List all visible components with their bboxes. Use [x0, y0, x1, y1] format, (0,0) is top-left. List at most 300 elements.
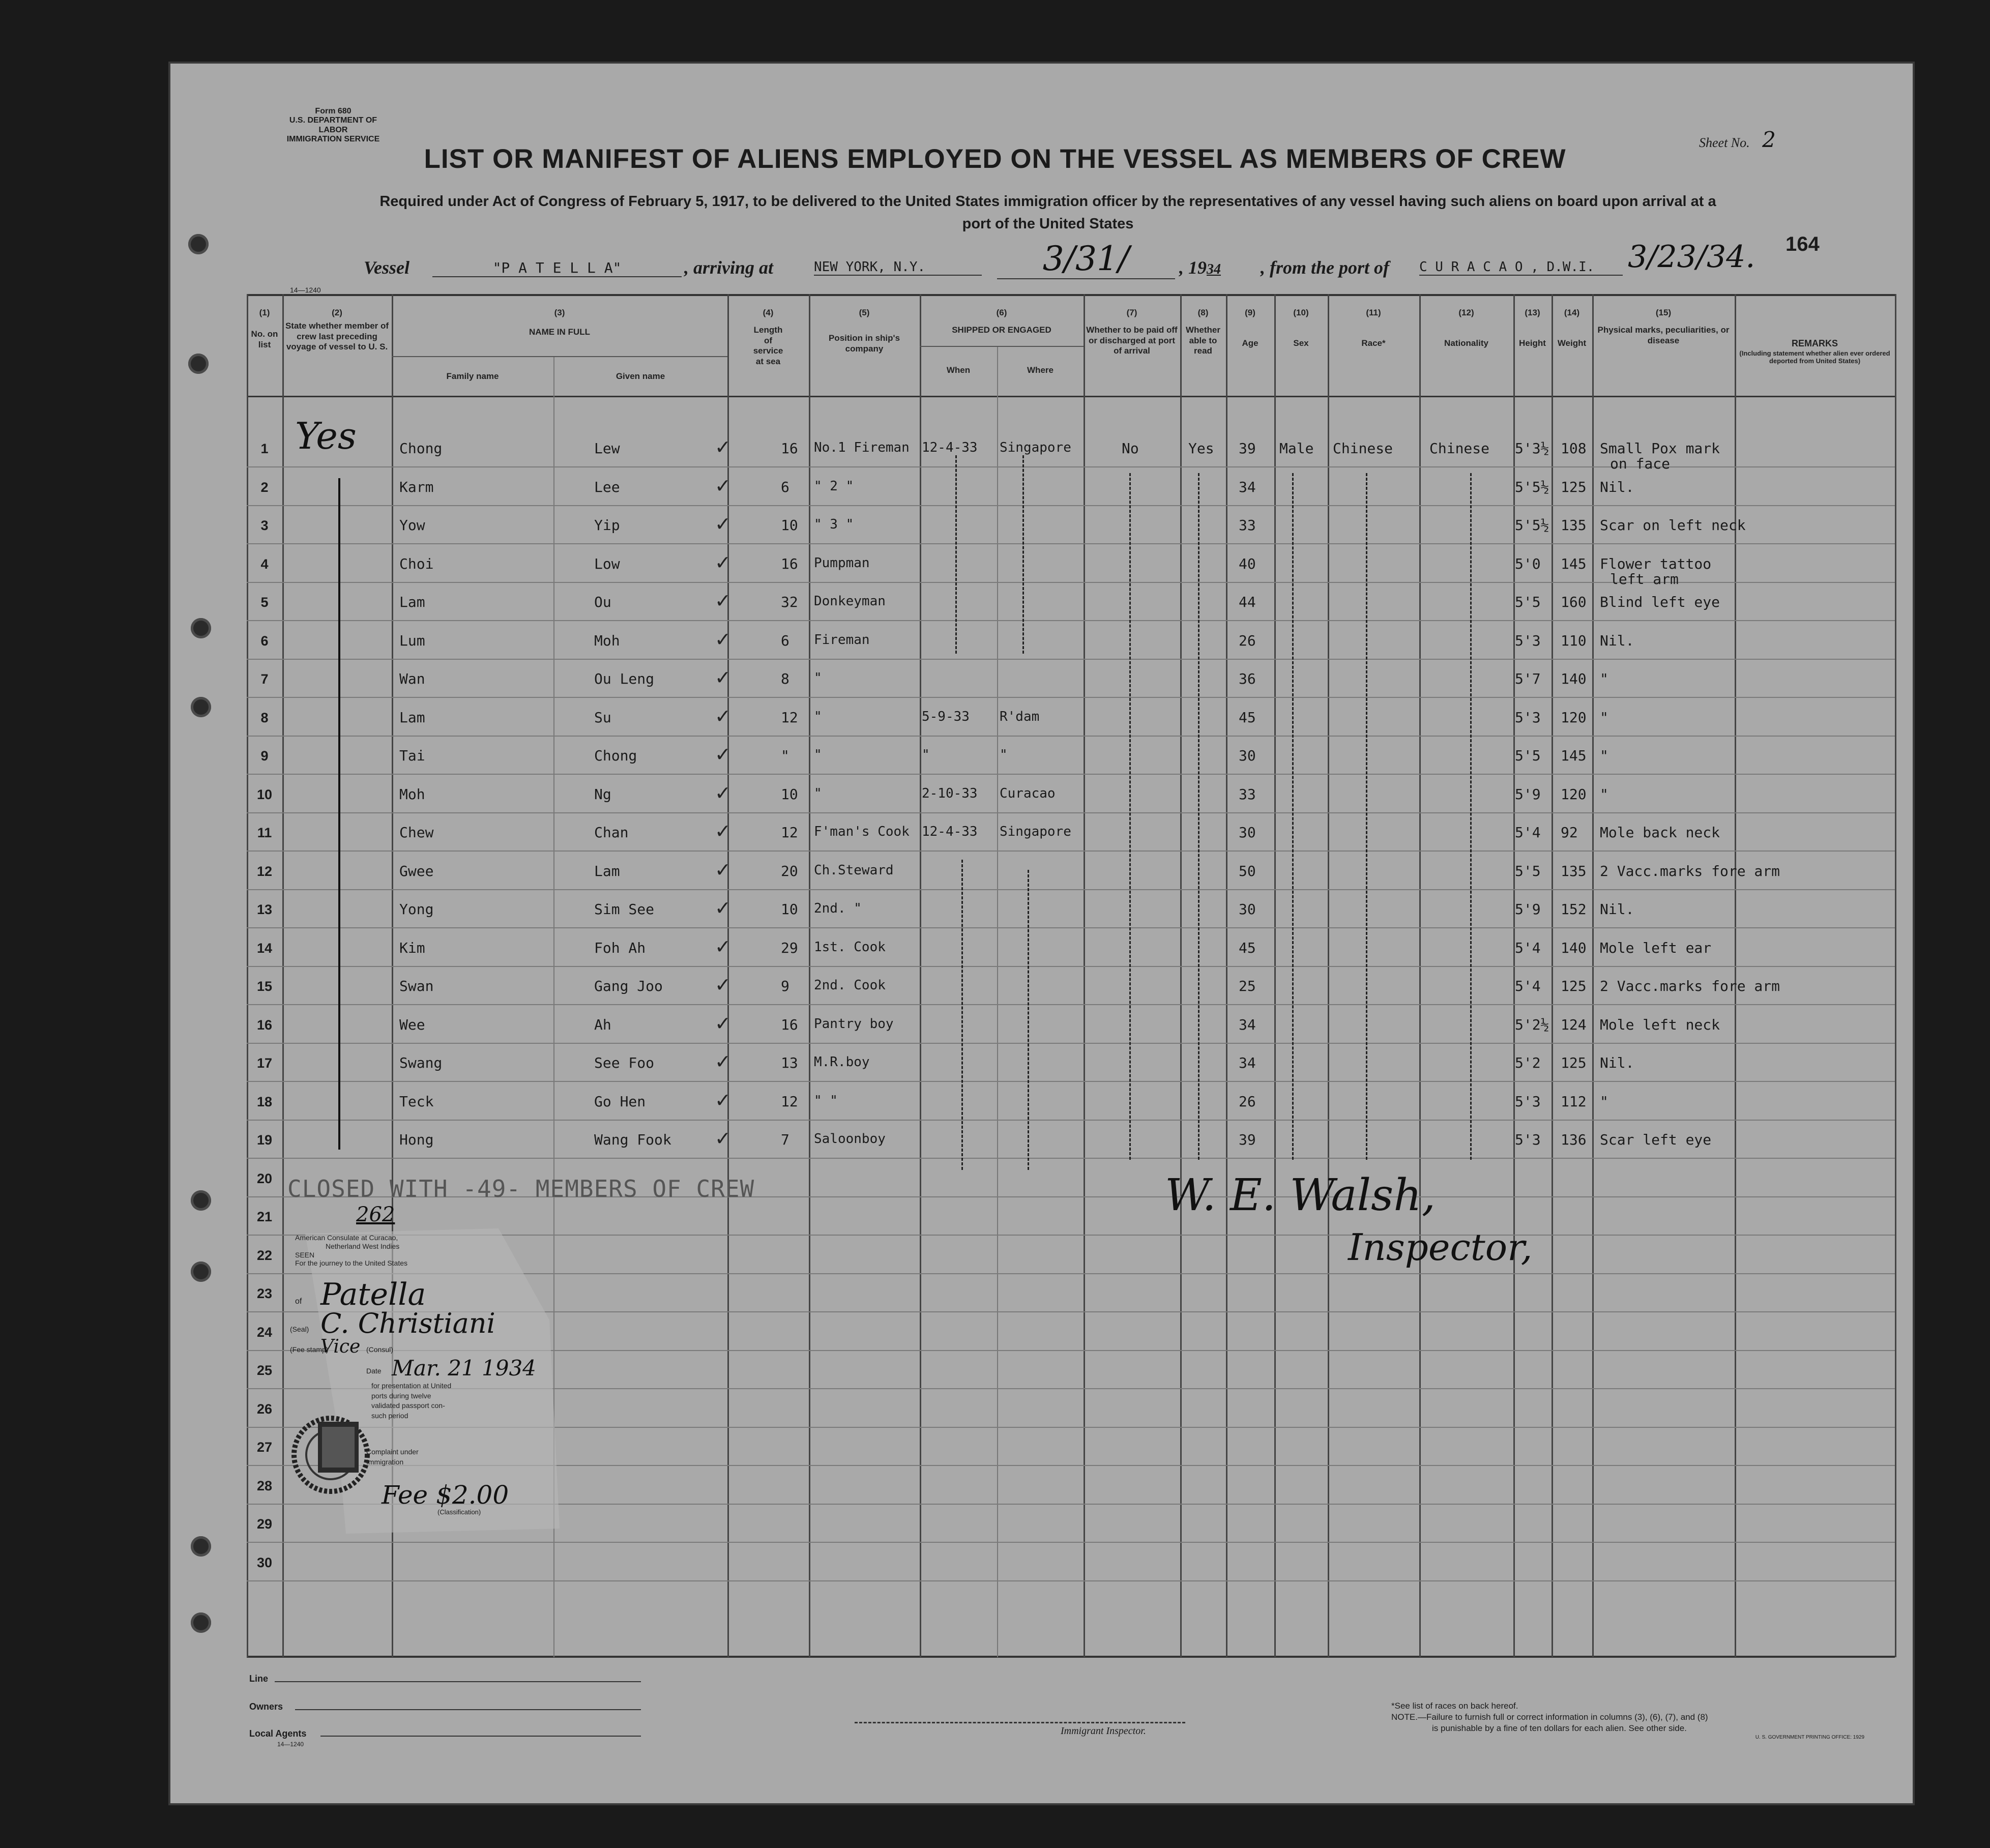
shipped-where: Curacao — [1000, 786, 1056, 801]
position: " " — [814, 1093, 838, 1108]
family-name: Yong — [399, 901, 434, 918]
col-3-label: NAME IN FULL — [529, 327, 590, 337]
stamp-text-3: validated passport con- — [371, 1401, 445, 1410]
from-label: , from the port of — [1261, 257, 1390, 278]
year-value: 34 — [1207, 261, 1221, 277]
row-rule — [247, 659, 1895, 660]
position: Ch.Steward — [814, 863, 894, 878]
col-13-number: (13) — [1525, 308, 1540, 317]
weight: 136 — [1561, 1131, 1587, 1148]
position: M.R.boy — [814, 1054, 870, 1070]
given-name: Low — [594, 555, 620, 572]
row-number: 16 — [256, 1017, 273, 1033]
service-length: 6 — [781, 632, 789, 649]
col-6-number: (6) — [996, 308, 1007, 317]
family-name: Gwee — [399, 863, 434, 879]
age: 30 — [1239, 901, 1256, 918]
height: 5'5 — [1515, 863, 1541, 879]
shipped-when: 12-4-33 — [922, 824, 978, 839]
physical-marks: " — [1600, 709, 1608, 726]
arriving-label: , arriving at — [684, 257, 774, 278]
col-14-header — [1552, 308, 1592, 349]
row-rule — [247, 543, 1895, 544]
stamp-date-hand: Mar. 21 1934 — [392, 1356, 536, 1381]
family-name-header: Family name — [446, 371, 499, 381]
col-11-header — [1328, 308, 1419, 349]
year-label — [1179, 257, 1221, 278]
check-mark-icon: ✓ — [715, 705, 731, 727]
physical-marks: " — [1600, 670, 1608, 687]
row-number: 24 — [256, 1325, 273, 1340]
punch-hole — [191, 1190, 211, 1211]
weight: 135 — [1561, 517, 1587, 534]
family-name: Lam — [399, 709, 425, 726]
ditto-line-when — [955, 455, 957, 654]
fee-hand: Fee $2.00 — [382, 1480, 509, 1510]
given-name: Lee — [594, 479, 620, 495]
stamp-number: 164 — [1786, 233, 1820, 255]
family-name: Wee — [399, 1016, 425, 1033]
service-name: IMMIGRATION SERVICE — [286, 135, 380, 144]
position: 2nd. " — [814, 901, 862, 916]
row-number: 21 — [256, 1209, 273, 1224]
check-mark-icon: ✓ — [715, 436, 731, 458]
physical-marks: Nil. — [1600, 632, 1634, 649]
stamp-text-6: Immigration — [366, 1457, 404, 1466]
physical-marks: Flower tattoo — [1600, 555, 1712, 572]
weight: 110 — [1561, 632, 1587, 649]
check-mark-icon: ✓ — [715, 820, 731, 842]
footer-agents-label: Local Agents — [249, 1728, 307, 1739]
paid-off: No — [1122, 440, 1139, 457]
consular-stamp — [285, 1203, 570, 1534]
family-name: Kim — [399, 940, 425, 956]
check-mark-icon: ✓ — [715, 628, 731, 651]
column-divider — [1895, 294, 1896, 1657]
row-rule — [247, 505, 1895, 506]
row-number: 25 — [256, 1363, 273, 1378]
column-divider — [1592, 294, 1594, 1657]
sex: Male — [1279, 440, 1314, 457]
shipped-where: Singapore — [1000, 824, 1071, 839]
weight: 120 — [1561, 786, 1587, 803]
col-16-note: (Including statement whether alien ever ordered deported from United States) — [1739, 349, 1890, 365]
row-number: 4 — [260, 556, 269, 572]
family-name: Lum — [399, 632, 425, 649]
col-16-label: REMARKS — [1791, 338, 1838, 348]
age: 34 — [1239, 1054, 1256, 1071]
stamp-text-2: ports during twelve — [371, 1391, 431, 1400]
age: 45 — [1239, 709, 1256, 726]
height: 5'3 — [1515, 632, 1541, 649]
subtitle-line-2: port of the United States — [962, 215, 1134, 232]
row-number: 5 — [260, 595, 269, 610]
service-length: 12 — [781, 824, 798, 841]
service-length: 7 — [781, 1131, 789, 1148]
given-name: Foh Ah — [594, 940, 646, 956]
col-15-header — [1595, 308, 1732, 346]
col-9-number: (9) — [1245, 308, 1255, 317]
row-number: 22 — [256, 1248, 273, 1263]
age: 45 — [1239, 940, 1256, 956]
position: " — [814, 747, 822, 762]
sheet-label: Sheet No. — [1699, 135, 1750, 150]
check-mark-icon: ✓ — [715, 1012, 731, 1035]
position: 2nd. Cook — [814, 978, 886, 993]
position: Fireman — [814, 632, 870, 648]
given-name: Ou Leng — [594, 670, 655, 687]
row-number: 7 — [260, 671, 269, 687]
arriving-port: NEW YORK, N.Y. — [814, 259, 982, 276]
row-number: 12 — [256, 864, 273, 879]
printer-line: U. S. GOVERNMENT PRINTING OFFICE: 1929 — [1755, 1735, 1864, 1741]
family-name: Karm — [399, 479, 434, 495]
ditto-line-when-2 — [961, 860, 963, 1170]
form-number: Form 680 — [315, 107, 352, 115]
physical-marks: Scar left eye — [1600, 1131, 1712, 1148]
age: 36 — [1239, 670, 1256, 687]
row-number: 9 — [260, 748, 269, 764]
inspector-title: Inspector, — [1348, 1226, 1533, 1269]
given-name: Chong — [594, 747, 637, 764]
service-length: 29 — [781, 940, 798, 956]
col-9-header — [1226, 308, 1274, 349]
note-races: *See list of races on back hereof. — [1391, 1701, 1518, 1711]
row-rule — [247, 850, 1895, 852]
position: Saloonboy — [814, 1131, 886, 1147]
service-length: 16 — [781, 555, 798, 572]
row-rule — [247, 889, 1895, 890]
height: 5'3 — [1515, 1131, 1541, 1148]
column-divider — [1552, 294, 1553, 1657]
year-prefix: , 19 — [1179, 257, 1207, 278]
ditto-line-paid — [1129, 473, 1131, 1160]
given-name: Ng — [594, 786, 611, 803]
service-length: 10 — [781, 901, 798, 918]
column-divider — [920, 294, 921, 1657]
given-name: Ah — [594, 1016, 611, 1033]
age: 40 — [1239, 555, 1256, 572]
height: 5'4 — [1515, 824, 1541, 841]
height: 5'3½ — [1515, 440, 1549, 457]
family-name: Chong — [399, 440, 443, 457]
service-length: 10 — [781, 517, 798, 534]
column-divider — [1084, 294, 1085, 1657]
physical-marks: Mole left neck — [1600, 1016, 1720, 1033]
stamp-fine-print — [371, 1381, 451, 1421]
weight: 125 — [1561, 1054, 1587, 1071]
yes-handwritten: Yes — [295, 415, 357, 457]
punch-hole — [191, 697, 211, 717]
shipped-when: 12-4-33 — [922, 440, 978, 455]
row-number: 13 — [256, 902, 273, 917]
given-name: Go Hen — [594, 1093, 646, 1110]
service-length: 20 — [781, 863, 798, 879]
punch-hole — [191, 1262, 211, 1282]
col-6-header — [920, 308, 1084, 336]
inspector-signature: W. E. Walsh, — [1165, 1170, 1436, 1221]
position: " 2 " — [814, 479, 854, 494]
check-mark-icon: ✓ — [715, 859, 731, 881]
given-name: Sim See — [594, 901, 655, 918]
check-mark-icon: ✓ — [715, 475, 731, 497]
col-2-header — [285, 308, 389, 353]
row-number: 18 — [256, 1094, 273, 1109]
col-14-label: Weight — [1557, 338, 1587, 348]
seen-label: SEEN — [295, 1250, 315, 1259]
row-rule — [247, 774, 1895, 775]
row-number: 27 — [256, 1440, 273, 1455]
table-top-border — [247, 294, 1895, 296]
punch-hole — [188, 234, 209, 254]
consulate-line-1: American Consulate at Curacao, — [295, 1234, 398, 1242]
age: 30 — [1239, 824, 1256, 841]
ditto-line-yes — [338, 478, 340, 1150]
position: Pumpman — [814, 555, 870, 571]
height: 5'2½ — [1515, 1016, 1549, 1033]
row-number: 15 — [256, 979, 273, 994]
row-number: 14 — [256, 941, 273, 956]
height: 5'2 — [1515, 1054, 1541, 1071]
family-name: Lam — [399, 594, 425, 610]
stamp-text-block — [295, 1234, 499, 1268]
col-3-header — [392, 308, 727, 338]
column-divider — [1226, 294, 1227, 1657]
physical-marks-line-2: left arm — [1610, 571, 1679, 588]
position: No.1 Fireman — [814, 440, 910, 455]
family-name: Yow — [399, 517, 425, 534]
physical-marks: Scar on left neck — [1600, 517, 1746, 534]
given-name: Lam — [594, 863, 620, 879]
col-7-header — [1086, 308, 1178, 357]
height: 5'0 — [1515, 555, 1541, 572]
col-5-number: (5) — [859, 308, 870, 317]
ditto-line-sex — [1292, 473, 1294, 1160]
physical-marks: Mole back neck — [1600, 824, 1720, 841]
row-number: 28 — [256, 1478, 273, 1493]
weight: 125 — [1561, 978, 1587, 994]
punch-hole — [188, 354, 209, 374]
physical-marks: Nil. — [1600, 901, 1634, 918]
column-divider — [1735, 294, 1736, 1657]
note-line-2: is punishable by a fine of ten dollars for each alien. See other side. — [1432, 1723, 1687, 1734]
given-name: Chan — [594, 824, 629, 841]
physical-marks: " — [1600, 786, 1608, 803]
row-rule — [247, 1158, 1895, 1159]
row-number: 19 — [256, 1132, 273, 1148]
family-name: Swang — [399, 1054, 443, 1071]
position: 1st. Cook — [814, 940, 886, 955]
service-length: 6 — [781, 479, 789, 495]
row-number: 8 — [260, 710, 269, 725]
weight: 124 — [1561, 1016, 1587, 1033]
date-label: Date — [366, 1367, 382, 1375]
col-4-label: Length of service at sea — [753, 325, 783, 366]
race: Chinese — [1333, 440, 1393, 457]
height: 5'4 — [1515, 978, 1541, 994]
given-name: See Foo — [594, 1054, 655, 1071]
row-rule — [247, 1004, 1895, 1005]
footer-line-rule — [275, 1681, 641, 1682]
check-mark-icon: ✓ — [715, 666, 731, 689]
col-13-header — [1513, 308, 1552, 349]
family-name: Chew — [399, 824, 434, 841]
row-rule — [247, 1043, 1895, 1044]
col-10-label: Sex — [1293, 338, 1309, 348]
department-name: U.S. DEPARTMENT OF LABOR — [289, 116, 377, 134]
arrival-date: 3/31/ — [997, 239, 1175, 279]
age: 33 — [1239, 517, 1256, 534]
weight: 140 — [1561, 670, 1587, 687]
col-15-number: (15) — [1655, 308, 1672, 317]
service-length: 16 — [781, 440, 798, 457]
position: Pantry boy — [814, 1016, 894, 1032]
row-number: 26 — [256, 1401, 273, 1417]
punch-hole — [191, 1612, 211, 1633]
col-10-number: (10) — [1293, 308, 1309, 317]
age: 25 — [1239, 978, 1256, 994]
family-name: Moh — [399, 786, 425, 803]
nationality: Chinese — [1429, 440, 1490, 457]
row-number: 29 — [256, 1516, 273, 1532]
age: 26 — [1239, 1093, 1256, 1110]
check-mark-icon: ✓ — [715, 590, 731, 612]
row-rule — [247, 1542, 1895, 1543]
col-9-label: Age — [1242, 338, 1259, 348]
row-rule — [247, 620, 1895, 621]
height: 5'9 — [1515, 901, 1541, 918]
height: 5'7 — [1515, 670, 1541, 687]
family-name: Wan — [399, 670, 425, 687]
col-12-number: (12) — [1458, 308, 1474, 317]
form-code: 14—1240 — [290, 286, 321, 294]
row-number: 20 — [256, 1171, 273, 1186]
ditto-line-race — [1366, 473, 1367, 1160]
row-rule — [247, 1081, 1895, 1082]
row-number: 3 — [260, 518, 269, 533]
row-number: 10 — [256, 787, 273, 802]
col-2-label: State whether member of crew last preceding voyage of vessel to U. S. — [285, 321, 389, 352]
check-mark-icon: ✓ — [715, 974, 731, 996]
family-name: Teck — [399, 1093, 434, 1110]
row-number: 30 — [256, 1555, 273, 1570]
subtitle-line-1: Required under Act of Congress of February 5, 1917, to be delivered to the United States immigration officer by the representatives of any vessel having such aliens on board upon arrival at a — [379, 193, 1716, 210]
col-10-header — [1274, 308, 1328, 349]
given-name: Gang Joo — [594, 978, 663, 994]
form-header — [280, 107, 387, 144]
col-5-label: Position in ship's company — [828, 333, 900, 354]
journey-line: For the journey to the United States — [295, 1259, 408, 1268]
seal-label: (Seal) — [290, 1325, 309, 1333]
weight: 140 — [1561, 940, 1587, 956]
able-to-read: Yes — [1188, 440, 1214, 457]
position: " — [814, 709, 822, 724]
column-divider — [1513, 294, 1515, 1657]
age: 39 — [1239, 440, 1256, 457]
row-rule — [247, 927, 1895, 928]
check-mark-icon: ✓ — [715, 1089, 731, 1111]
col-7-label: Whether to be paid off or discharged at port of arrival — [1086, 325, 1178, 356]
family-name: Choi — [399, 555, 434, 572]
check-mark-icon: ✓ — [715, 782, 731, 804]
height: 5'5 — [1515, 594, 1541, 610]
service-length: 9 — [781, 978, 789, 994]
vessel-name: "P A T E L L A" — [432, 259, 682, 277]
check-mark-icon: ✓ — [715, 513, 731, 535]
header-subdivider — [392, 356, 727, 357]
age: 30 — [1239, 747, 1256, 764]
check-mark-icon: ✓ — [715, 897, 731, 919]
footer-owners-rule — [295, 1709, 641, 1710]
fee-stamp-label: (Fee stamp) — [290, 1345, 329, 1354]
service-length: 12 — [781, 709, 798, 726]
row-rule — [247, 736, 1895, 737]
consular-seal-icon — [287, 1406, 374, 1503]
column-divider — [247, 294, 248, 1657]
age: 33 — [1239, 786, 1256, 803]
family-name: Hong — [399, 1131, 434, 1148]
row-number: 2 — [260, 480, 269, 495]
height: 5'9 — [1515, 786, 1541, 803]
row-rule — [247, 966, 1895, 967]
given-name: Moh — [594, 632, 620, 649]
closed-stamp: CLOSED WITH -49- MEMBERS OF CREW — [287, 1175, 755, 1202]
given-name: Wang Fook — [594, 1131, 671, 1148]
weight: 152 — [1561, 901, 1587, 918]
service-length: 8 — [781, 670, 789, 687]
height: 5'4 — [1515, 940, 1541, 956]
column-divider — [282, 294, 284, 1657]
weight: 92 — [1561, 824, 1578, 841]
service-length: 10 — [781, 786, 798, 803]
page-subtitle — [239, 191, 1857, 235]
family-name: Tai — [399, 747, 425, 764]
stamp-fine-print-2 — [366, 1447, 419, 1467]
col-8-header — [1180, 308, 1226, 357]
col-1-label: No. on list — [251, 329, 278, 349]
service-length: 16 — [781, 1016, 798, 1033]
column-divider — [997, 346, 998, 1657]
col-16-header — [1737, 338, 1892, 365]
col-7-number: (7) — [1126, 308, 1137, 317]
stamp-text-1: for presentation at United — [371, 1382, 452, 1390]
service-length: " — [781, 747, 789, 764]
shipped-where: " — [1000, 747, 1008, 762]
check-mark-icon: ✓ — [715, 743, 731, 766]
row-rule — [247, 812, 1895, 813]
age: 39 — [1239, 1131, 1256, 1148]
physical-marks: Nil. — [1600, 479, 1634, 495]
physical-marks: Blind left eye — [1600, 594, 1720, 610]
col-5-header — [809, 308, 920, 354]
column-divider — [1274, 294, 1276, 1657]
from-port: C U R A C A O , D.W.I. — [1419, 259, 1623, 276]
check-mark-icon: ✓ — [715, 935, 731, 958]
consulate-line-2: Netherland West Indies — [326, 1242, 400, 1250]
weight: 160 — [1561, 594, 1587, 610]
shipped-when: " — [922, 747, 930, 762]
given-name: Su — [594, 709, 611, 726]
row-number: 6 — [260, 633, 269, 649]
height: 5'5 — [1515, 747, 1541, 764]
shipped-where: Singapore — [1000, 440, 1071, 455]
physical-marks: Mole left ear — [1600, 940, 1712, 956]
col-1-header — [247, 308, 282, 350]
weight: 125 — [1561, 479, 1587, 495]
footer-notes — [1391, 1700, 1880, 1741]
col-8-label: Whether able to read — [1186, 325, 1220, 356]
col-4-number: (4) — [763, 308, 774, 317]
